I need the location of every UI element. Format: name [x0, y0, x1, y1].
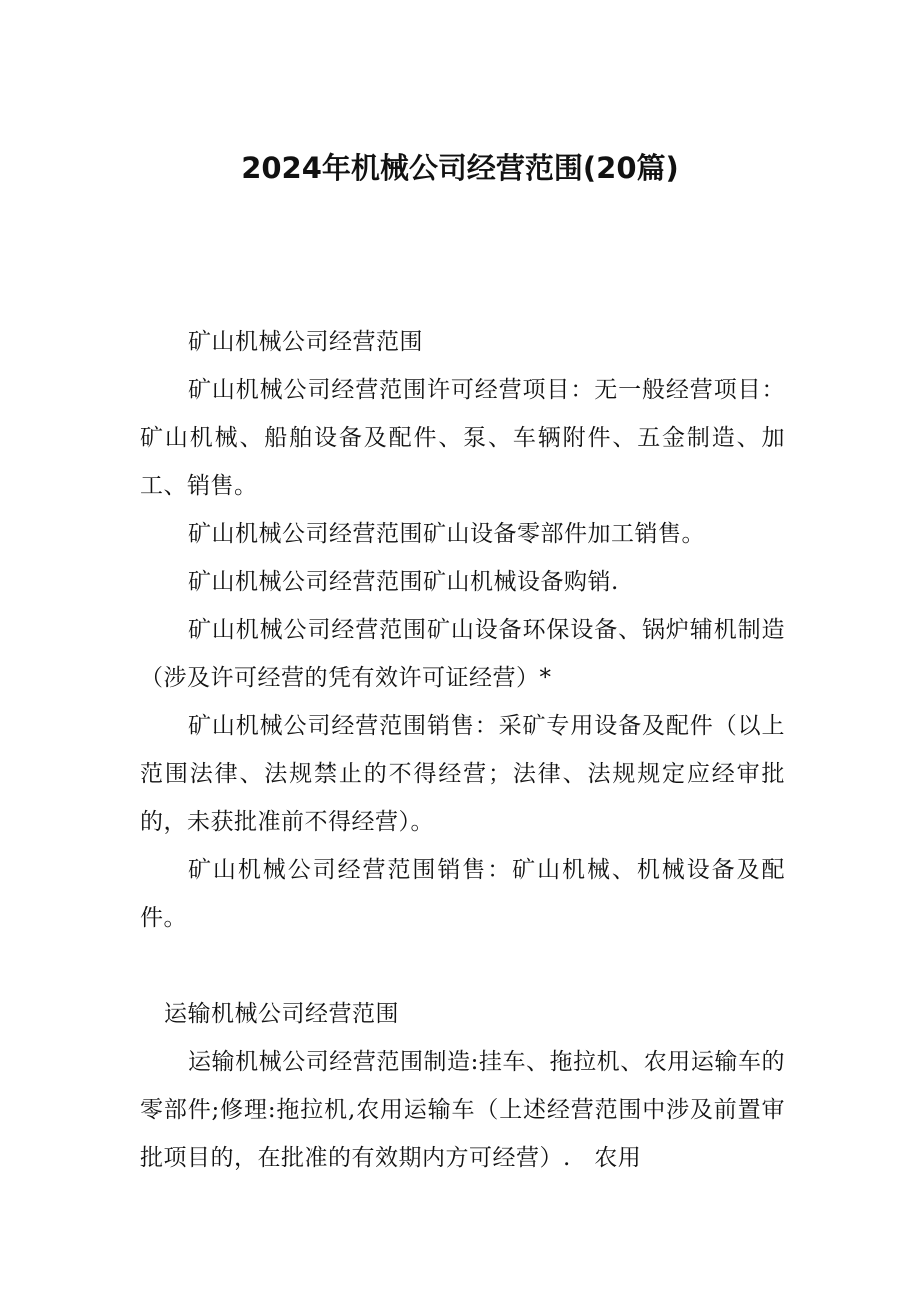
paragraph: 矿山机械公司经营范围矿山设备零部件加工销售。: [188, 521, 705, 547]
document-body: [140, 318, 785, 1182]
document-title: 2024年机械公司经营范围(20篇): [241, 151, 679, 185]
paragraph: 矿山机械公司经营范围矿山机械设备购销.: [188, 569, 619, 595]
paragraph: 矿山机械公司经营范围销售：采矿专用设备及配件（以上范围法律、法规禁止的不得经营；法律、法规规定应经审批的，未获批准前不得经营）。: [140, 713, 785, 835]
paragraph: 运输机械公司经营范围制造:挂车、拖拉机、农用运输车的零部件;修理:拖拉机,农用运输车（上述经营范围中涉及前置审批项目的，在批准的有效期内方可经营）. 农用: [140, 1049, 785, 1171]
section-heading-mining: 矿山机械公司经营范围: [188, 329, 423, 355]
section-spacer: [140, 942, 785, 990]
paragraph: 矿山机械公司经营范围矿山设备环保设备、锅炉辅机制造（涉及许可经营的凭有效许可证经营）*: [140, 617, 785, 691]
paragraph: 矿山机械公司经营范围销售：矿山机械、机械设备及配件。: [140, 857, 785, 931]
paragraph: 矿山机械公司经营范围许可经营项目：无一般经营项目：矿山机械、船舶设备及配件、泵、车辆附件、五金制造、加工、销售。: [140, 377, 785, 499]
section-heading-transport: 运输机械公司经营范围: [164, 1001, 399, 1027]
